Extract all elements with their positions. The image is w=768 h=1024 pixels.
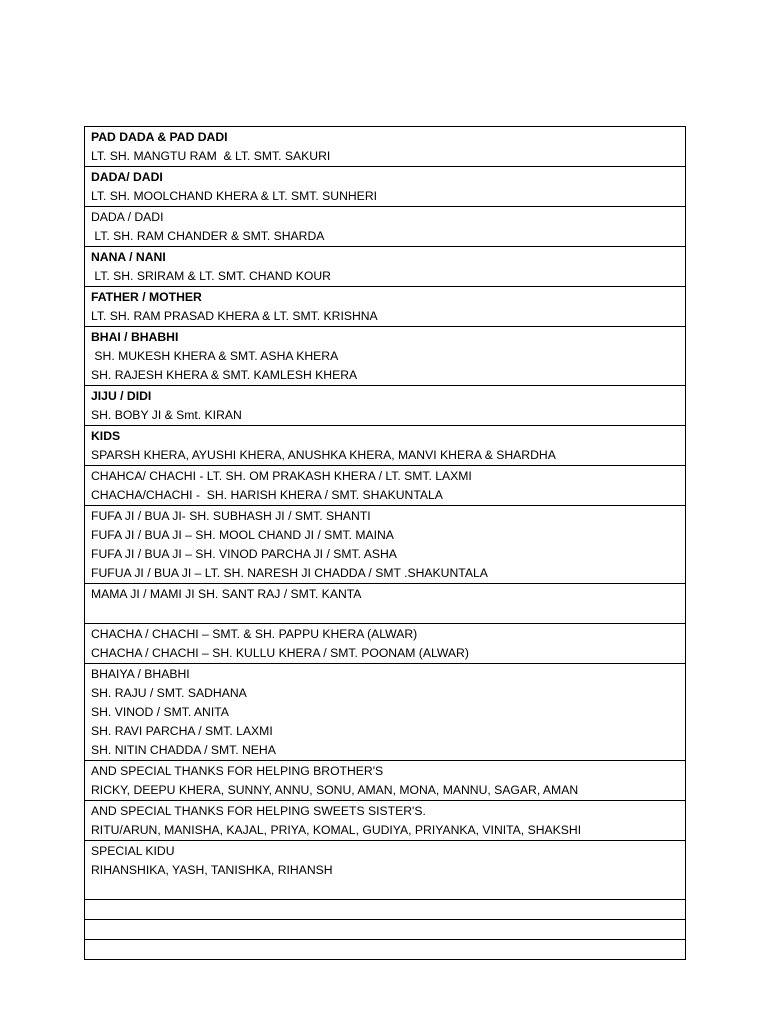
table-row <box>85 663 685 760</box>
table-row <box>85 166 685 206</box>
table-row <box>85 800 685 840</box>
section-heading: NANA / NANI <box>91 250 166 264</box>
section-line: LT. SH. MOOLCHAND KHERA & LT. SMT. SUNHERI <box>91 189 378 203</box>
section-line: FUFUA JI / BUA JI – LT. SH. NARESH JI CHADDA / SMT .SHAKUNTALA <box>91 566 488 580</box>
section-line: CHACHA/CHACHI - SH. HARISH KHERA / SMT. SHAKUNTALA <box>91 488 443 502</box>
section-line: SH. RAJESH KHERA & SMT. KAMLESH KHERA <box>91 368 358 382</box>
section-heading: FATHER / MOTHER <box>91 290 202 304</box>
section-heading: BHAI / BHABHI <box>91 330 179 344</box>
section-line: RICKY, DEEPU KHERA, SUNNY, ANNU, SONU, AMAN, MONA, MANNU, SAGAR, AMAN <box>91 783 579 797</box>
section-line: LT. SH. RAM PRASAD KHERA & LT. SMT. KRISHNA <box>91 309 378 323</box>
section-line: FUFA JI / BUA JI – SH. VINOD PARCHA JI / SMT. ASHA <box>91 547 397 561</box>
section-line: LT. SH. MANGTU RAM & LT. SMT. SAKURI <box>91 149 331 163</box>
section-heading: CHAHCA/ CHACHI - LT. SH. OM PRAKASH KHERA / LT. SMT. LAXMI <box>91 469 472 483</box>
section-heading: KIDS <box>91 429 121 443</box>
section-line: SH. VINOD / SMT. ANITA <box>91 705 229 719</box>
section-heading: BHAIYA / BHABHI <box>91 667 190 681</box>
section-line: FUFA JI / BUA JI – SH. MOOL CHAND JI / SMT. MAINA <box>91 528 394 542</box>
section-heading: DADA / DADI <box>91 210 164 224</box>
acknowledgement-table <box>84 126 686 960</box>
section-heading: CHACHA / CHACHI – SMT. & SH. PAPPU KHERA (ALWAR) <box>91 627 418 641</box>
section-line: SPARSH KHERA, AYUSHI KHERA, ANUSHKA KHERA, MANVI KHERA & SHARDHA <box>91 448 556 462</box>
table-row <box>85 623 685 663</box>
section-line: LT. SH. RAM CHANDER & SMT. SHARDA <box>91 229 325 243</box>
section-line <box>91 604 679 623</box>
table-row <box>85 206 685 246</box>
section-line: SH. MUKESH KHERA & SMT. ASHA KHERA <box>91 349 339 363</box>
table-row <box>85 939 685 959</box>
section-heading: AND SPECIAL THANKS FOR HELPING SWEETS SISTER'S. <box>91 804 426 818</box>
section-line: SH. NITIN CHADDA / SMT. NEHA <box>91 743 276 757</box>
section-heading: SPECIAL KIDU <box>91 844 175 858</box>
section-heading: PAD DADA & PAD DADI <box>91 130 228 144</box>
table-row <box>85 919 685 939</box>
section-line: RIHANSHIKA, YASH, TANISHKA, RIHANSH <box>91 863 333 877</box>
table-row <box>85 760 685 800</box>
table-row <box>85 385 685 425</box>
section-line <box>91 880 679 899</box>
table-row <box>85 286 685 326</box>
table-row <box>85 505 685 583</box>
table-row <box>85 246 685 286</box>
section-heading: FUFA JI / BUA JI- SH. SUBHASH JI / SMT. SHANTI <box>91 509 371 523</box>
table-row <box>85 583 685 623</box>
section-line: SH. RAVI PARCHA / SMT. LAXMI <box>91 724 273 738</box>
table-row <box>85 899 685 919</box>
section-line: SH. BOBY JI & Smt. KIRAN <box>91 408 242 422</box>
table-row <box>85 465 685 505</box>
section-line: LT. SH. SRIRAM & LT. SMT. CHAND KOUR <box>91 269 331 283</box>
section-line: CHACHA / CHACHI – SH. KULLU KHERA / SMT. POONAM (ALWAR) <box>91 646 469 660</box>
section-heading: AND SPECIAL THANKS FOR HELPING BROTHER'S <box>91 764 384 778</box>
table-row <box>85 840 685 899</box>
table-row <box>85 425 685 465</box>
table-row <box>85 127 685 166</box>
section-line: RITU/ARUN, MANISHA, KAJAL, PRIYA, KOMAL, GUDIYA, PRIYANKA, VINITA, SHAKSHI <box>91 823 582 837</box>
section-heading: JIJU / DIDI <box>91 389 152 403</box>
section-line: SH. RAJU / SMT. SADHANA <box>91 686 247 700</box>
section-heading: MAMA JI / MAMI JI SH. SANT RAJ / SMT. KANTA <box>91 587 362 601</box>
table-row <box>85 326 685 385</box>
section-heading: DADA/ DADI <box>91 170 163 184</box>
